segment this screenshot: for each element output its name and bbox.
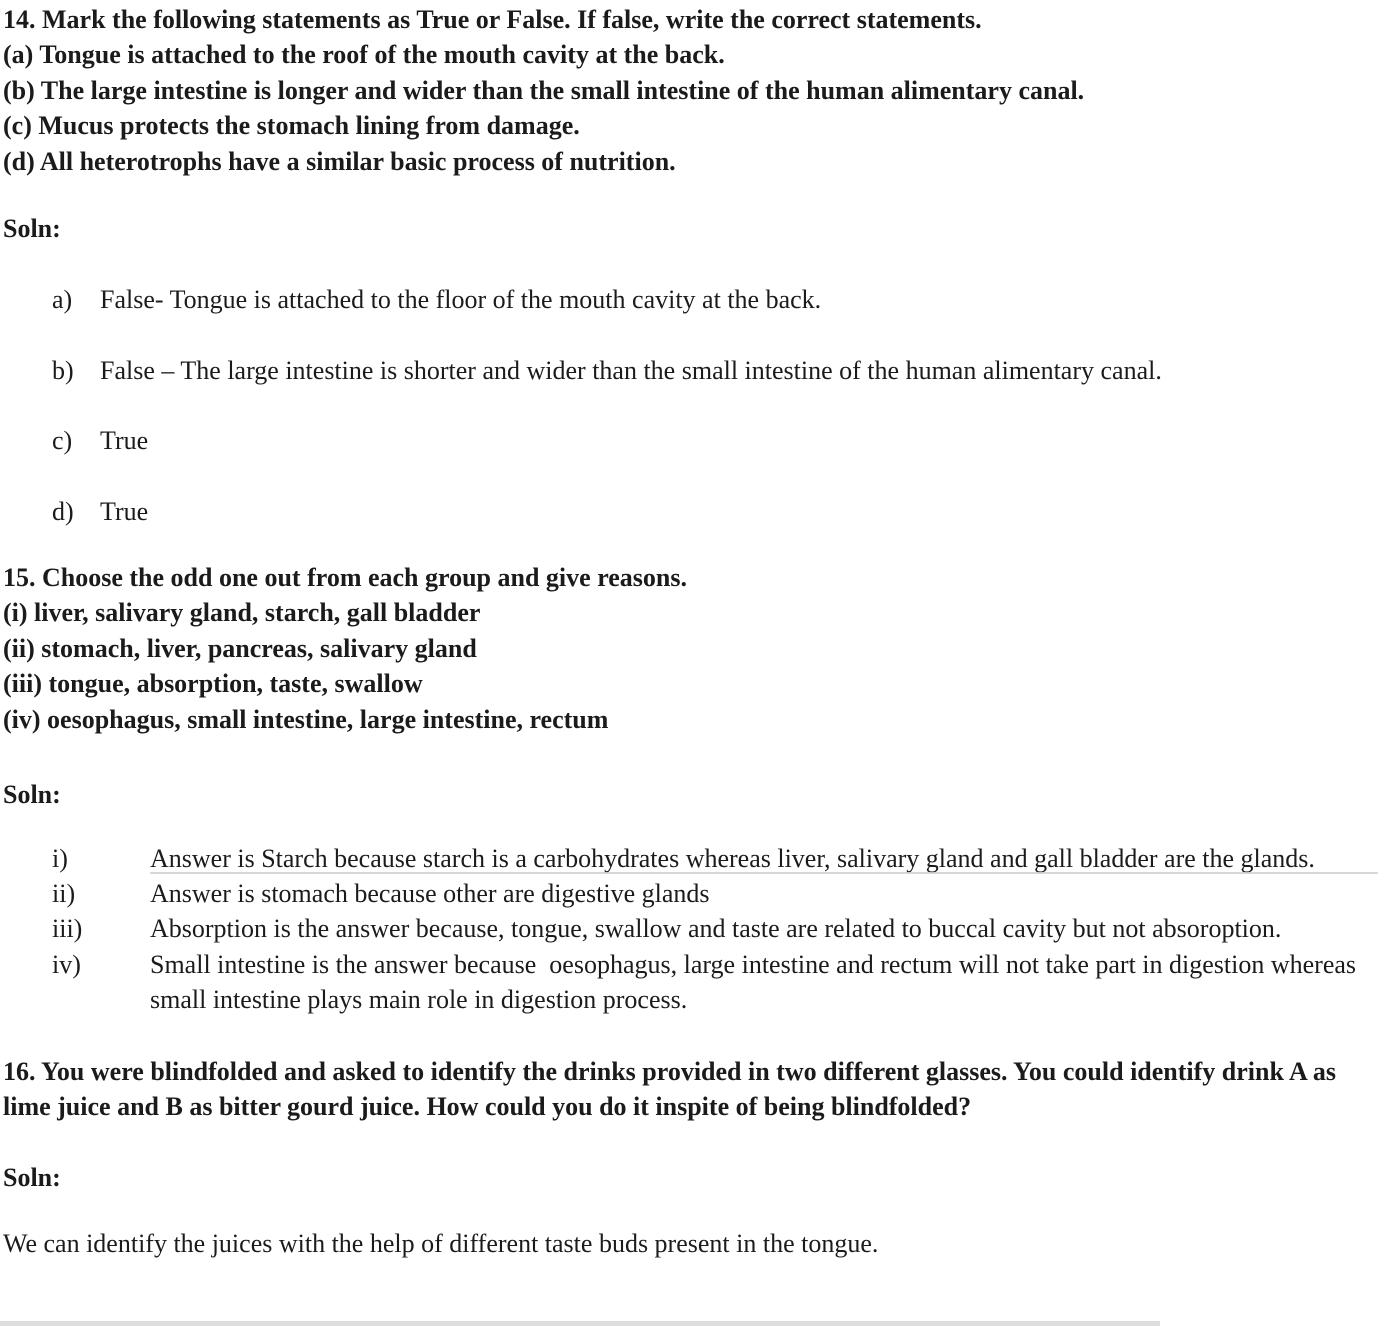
soln-14-item-c xyxy=(3,423,1389,458)
list-item-text: True xyxy=(100,426,149,456)
soln-15-label: Soln: xyxy=(3,780,61,810)
question-14-option-d: (d) All heterotrophs have a similar basic process of nutrition. xyxy=(3,146,676,176)
soln-15-item-iii xyxy=(3,911,1389,946)
list-marker: ii) xyxy=(52,878,76,908)
question-14-option-c: (c) Mucus protects the stomach lining from damage. xyxy=(3,111,580,141)
scan-underline-artifact xyxy=(150,872,1378,874)
list-marker: iv) xyxy=(52,949,81,979)
question-15-group-ii: (ii) stomach, liver, pancreas, salivary gland xyxy=(3,633,477,663)
soln-14-item-d xyxy=(3,494,1389,529)
list-item-text: False- Tongue is attached to the floor of the mouth cavity at the back. xyxy=(100,285,822,315)
list-marker: iii) xyxy=(52,914,83,944)
scan-cutoff-text-artifact xyxy=(0,1321,1160,1326)
soln-14-item-a xyxy=(3,282,1389,317)
question-15-group-iii: (iii) tongue, absorption, taste, swallow xyxy=(3,669,423,699)
question-15-heading: 15. Choose the odd one out from each group and give reasons. xyxy=(3,563,687,593)
soln-15-item-iv xyxy=(3,947,1389,1018)
question-15-block xyxy=(3,560,1389,737)
list-item-text: Answer is Starch because starch is a carbohydrates whereas liver, salivary gland and gall bladder are the glands. xyxy=(150,843,1315,873)
list-marker: b) xyxy=(52,355,74,385)
question-15-group-iv: (iv) oesophagus, small intestine, large intestine, rectum xyxy=(3,704,609,734)
question-15-group-i: (i) liver, salivary gland, starch, gall bladder xyxy=(3,598,481,628)
question-14-heading: 14. Mark the following statements as True or False. If false, write the correct statements. xyxy=(3,5,982,34)
soln-16-text: We can identify the juices with the help of different taste buds present in the tongue. xyxy=(3,1228,879,1258)
question-14-block xyxy=(3,2,1389,179)
soln-15-item-ii xyxy=(3,876,1389,911)
list-item-text: Small intestine is the answer because oesophagus, large intestine and rectum will not take part in digestion whereas small intestine plays main role in digestion process. xyxy=(150,949,1363,1015)
question-14-option-b: (b) The large intestine is longer and wider than the small intestine of the human alimentary canal. xyxy=(3,75,1085,105)
list-item-text: Answer is stomach because other are digestive glands xyxy=(150,878,710,908)
soln-14-label: Soln: xyxy=(3,214,61,244)
soln-14-list xyxy=(3,282,1389,529)
soln-15-item-i xyxy=(3,841,1389,876)
list-marker: d) xyxy=(52,496,74,526)
list-item-text: True xyxy=(100,496,149,526)
soln-15-list xyxy=(3,841,1389,1018)
question-16-heading: 16. You were blindfolded and asked to identify the drinks provided in two different glasses. You could identify drink A as lime juice and B as bitter gourd juice. How could you do it inspite of being blindfolded? xyxy=(3,1056,1336,1121)
list-marker: c) xyxy=(52,426,73,456)
soln-14-item-b xyxy=(3,353,1389,388)
question-14-option-a: (a) Tongue is attached to the roof of the mouth cavity at the back. xyxy=(3,40,725,70)
list-item-text: Absorption is the answer because, tongue, swallow and taste are related to buccal cavity but not absoroption. xyxy=(150,914,1282,944)
list-item-text: False – The large intestine is shorter and wider than the small intestine of the human alimentary canal. xyxy=(100,355,1162,385)
list-marker: i) xyxy=(52,843,68,873)
soln-16-label: Soln: xyxy=(3,1163,61,1193)
list-marker: a) xyxy=(52,285,73,315)
